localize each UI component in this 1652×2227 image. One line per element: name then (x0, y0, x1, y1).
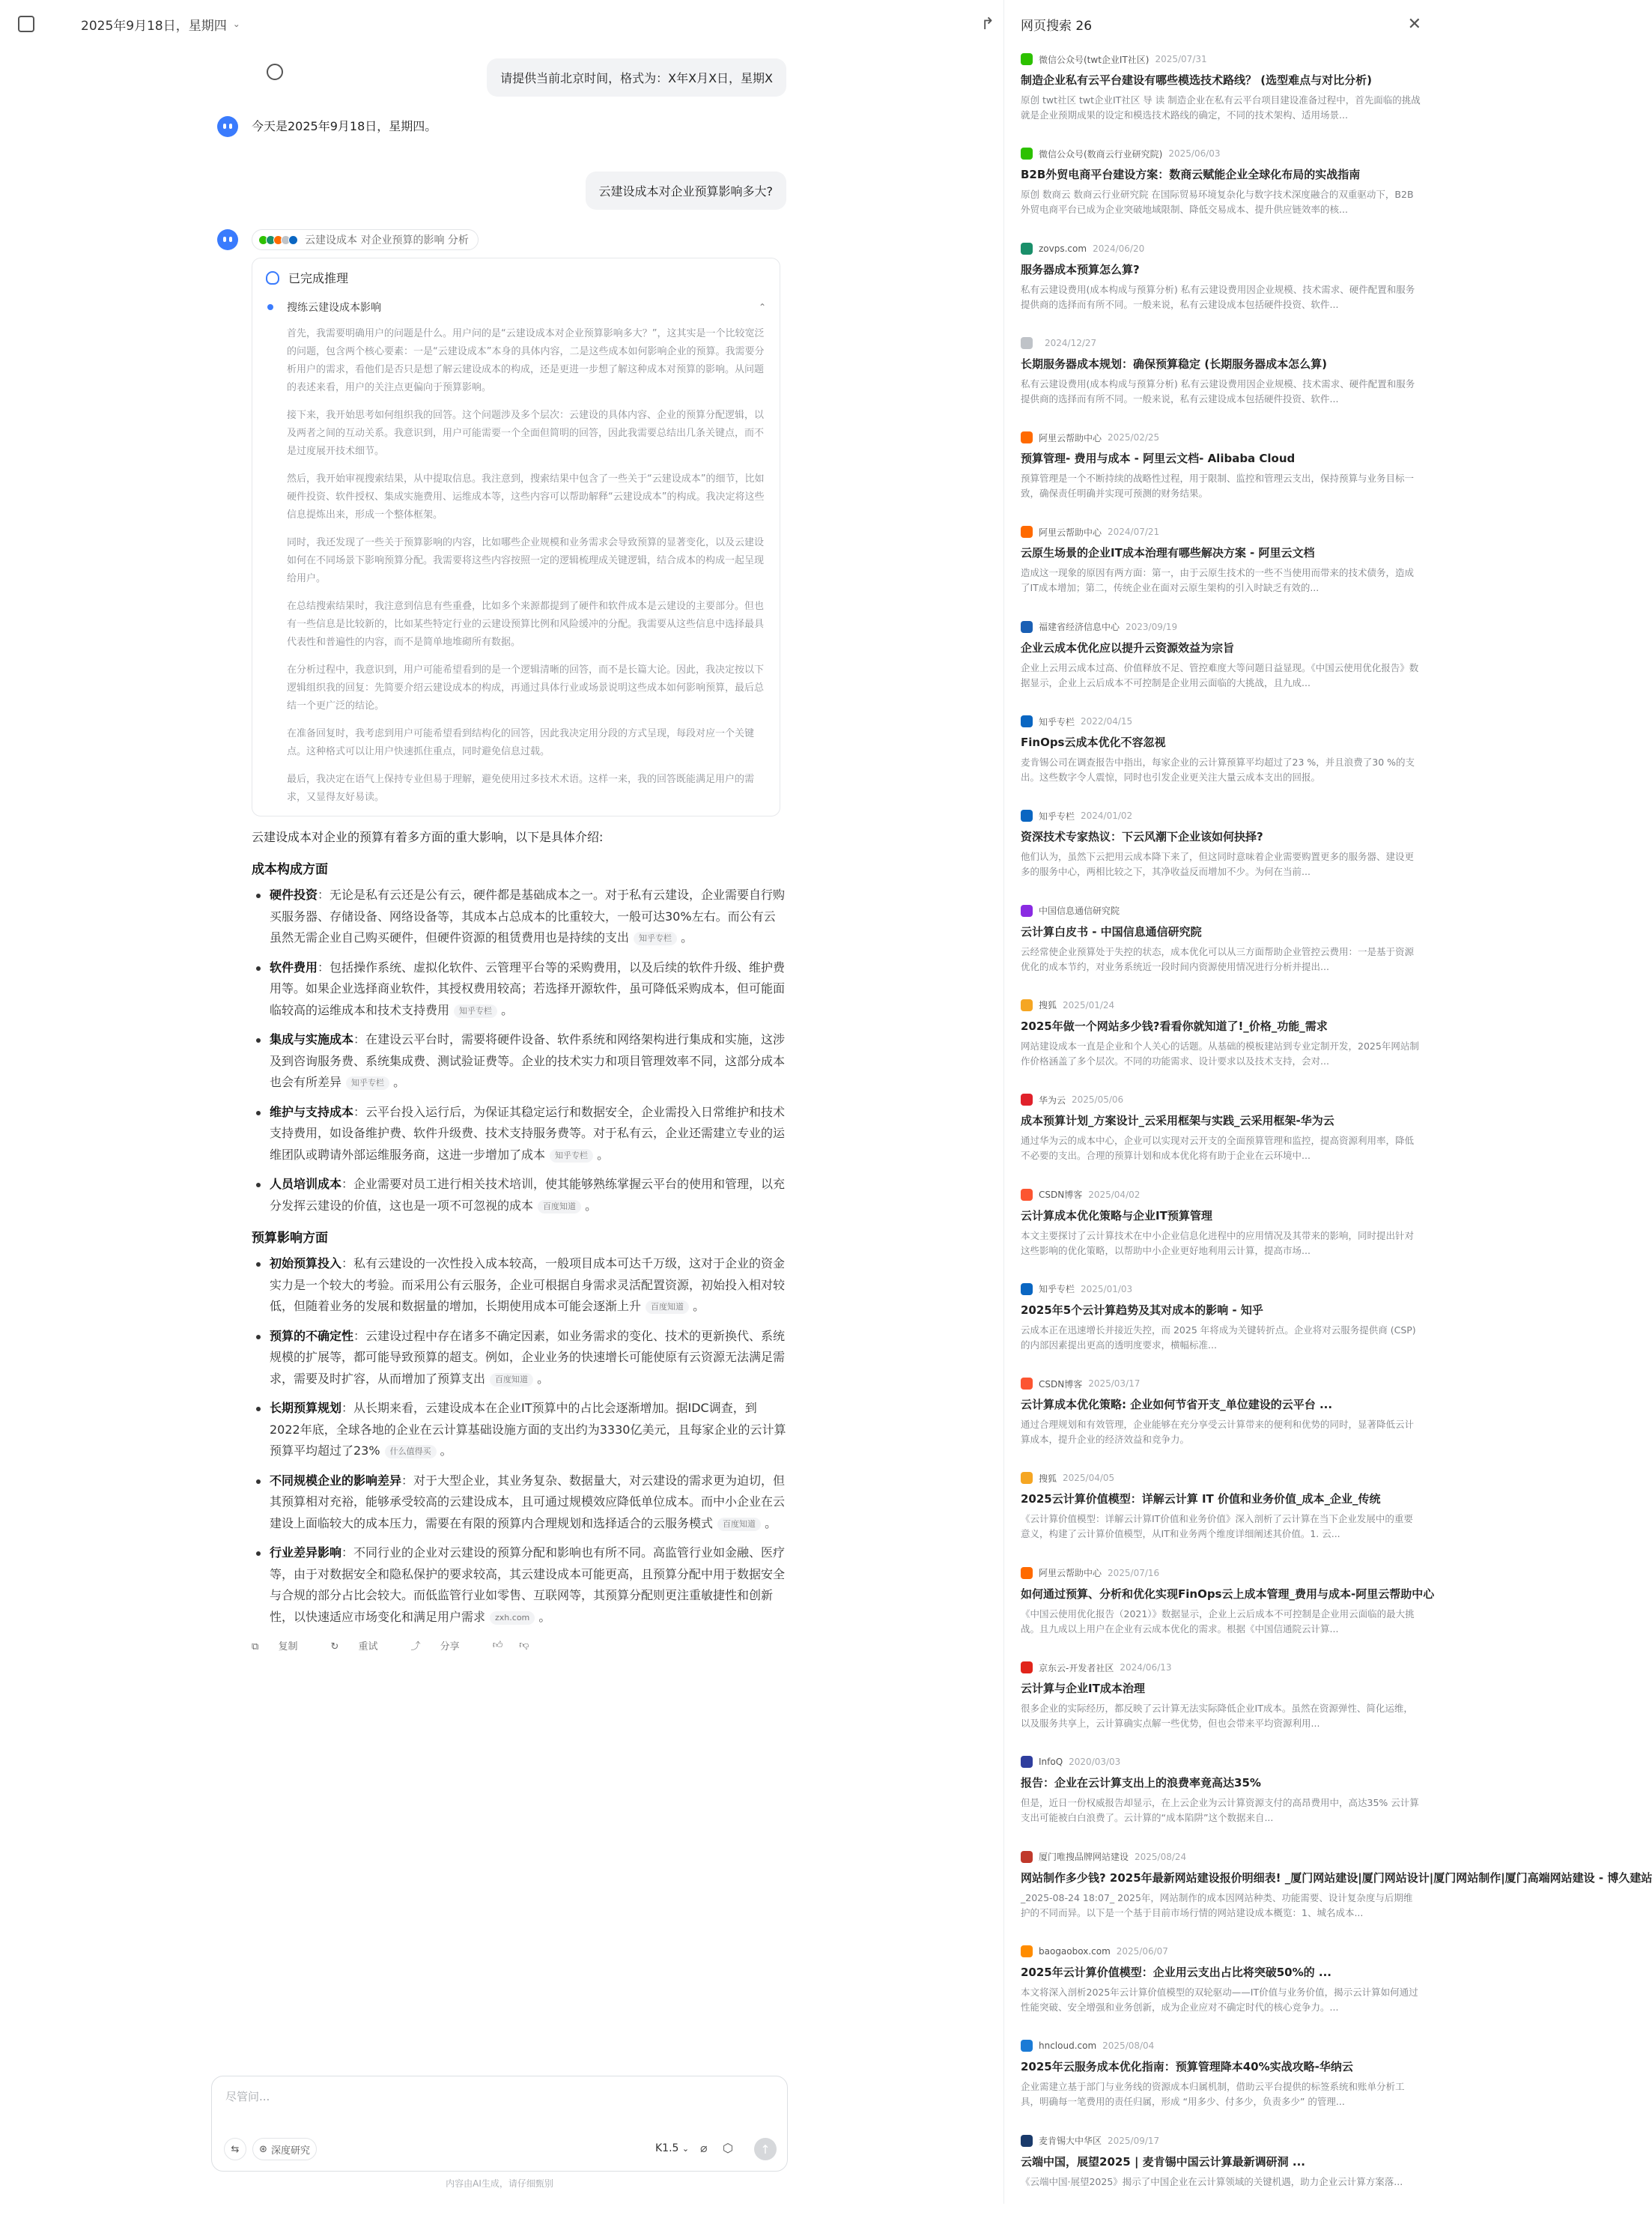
assistant-answer (252, 827, 786, 1652)
source-favicon-icon (1021, 243, 1033, 255)
result-source-row (1021, 429, 1421, 446)
top-bar (0, 0, 1003, 48)
share-button[interactable] (411, 1638, 476, 1652)
search-result[interactable] (1021, 1187, 1421, 1281)
result-source: 微信公众号(twt企业IT社区) (1039, 54, 1150, 65)
reasoning-panel (252, 258, 780, 816)
source-favicon-icon (1021, 905, 1033, 917)
source-favicon-icon (1021, 1756, 1033, 1768)
retry-button[interactable] (330, 1638, 394, 1652)
result-snippet: 私有云建设费用(成本构成与预算分析) 私有云建设费用因企业规模、技术需求、硬件配置和服务提供商的选择而有所不同。一般来说，私有云建设成本包括硬件投资、软件... (1021, 378, 1415, 405)
search-result[interactable] (1021, 1281, 1421, 1375)
result-snippet: 麦肯锡公司在调查报告中指出，每家企业的云计算预算平均超过了23 %，并且浪费了30 %的支出。这些数字令人震惊，同时也引发企业更关注大量云成本支出的回报。 (1021, 757, 1415, 784)
result-title[interactable]: 如何通过预算、分析和优化实现FinOps云上成本管理_费用与成本-阿里云帮助中心 (1021, 1587, 1435, 1601)
section-heading: 成本构成方面 (252, 862, 328, 877)
item-term: 维护与支持成本 (270, 1104, 354, 1119)
result-date: 2025/04/02 (1088, 1189, 1141, 1200)
result-source-row (1021, 903, 1421, 919)
search-result[interactable] (1021, 335, 1421, 429)
copy-button[interactable] (252, 1638, 314, 1652)
result-source: 搜狐 (1039, 1473, 1057, 1484)
refresh-icon: ↻ (330, 1641, 339, 1652)
section-heading: 预算影响方面 (252, 1231, 328, 1246)
list-item: 行业差异影响：不同行业的企业对云建设的预算分配和影响也有所不同。高监管行业如金融、医疗等，由于对数据安全和隐私保护的要求较高，其云建设成本可能更高，且预算分配中用于数据安全与合规的部分占比会较大。而低监管行业如零售、互联网等，其预算分配则更注重敏捷性和创新性，以快速适应市场变化和满足用户需求 zxh.com 。 (252, 1542, 786, 1628)
result-source: 阿里云帮助中心 (1039, 432, 1102, 443)
result-source: 华为云 (1039, 1094, 1066, 1106)
source-favicon-icon (1021, 1851, 1033, 1863)
result-source: 知乎专栏 (1039, 1284, 1075, 1295)
result-title[interactable]: FinOps云成本优化不容忽视 (1021, 736, 1166, 750)
result-date: 2024/07/21 (1108, 527, 1160, 538)
result-source: hncloud.com (1039, 2040, 1097, 2052)
result-source-row (1021, 1375, 1421, 1392)
result-date: 2025/07/31 (1155, 54, 1207, 64)
result-snippet: 原创 twt社区 twt企业IT社区 导 读 制造企业在私有云平台项目建设准备过程中，首先面临的挑战就是企业预期成果的设定和模选技术路线的确定，不同的技术架构、适用场景... (1021, 94, 1421, 121)
reasoning-header[interactable] (266, 269, 766, 286)
result-title[interactable]: 云计算与企业IT成本治理 (1021, 1682, 1145, 1696)
search-result[interactable] (1021, 429, 1421, 524)
chat-column (217, 48, 786, 1652)
reasoning-paragraph: 同时，我还发现了一些关于预算影响的内容，比如哪些企业规模和业务需求会导致预算的显著变化，以及云建设如何在不同场景下影响预算分配。我需要将这些内容按照一定的逻辑梳理成关键逻辑，结合成本的构成一起呈现给用户。 (287, 537, 765, 584)
result-source: 福建省经济信息中心 (1039, 622, 1120, 633)
result-date: 2024/06/13 (1120, 1662, 1172, 1673)
source-favicon-icon (1021, 1094, 1033, 1106)
source-favicon-icon (1021, 53, 1033, 65)
result-date: 2025/03/17 (1088, 1378, 1141, 1390)
result-snippet: 预算管理是一个不断持续的战略性过程，用于限制、监控和管理云支出，保持预算与业务目标一致，确保责任明确并实现可预测的财务结果。 (1021, 473, 1415, 500)
source-favicon-icon (1021, 1472, 1033, 1484)
result-source: 京东云-开发者社区 (1039, 1662, 1114, 1673)
user-message-bubble: 请提供当前北京时间，格式为：X年X月X日，星期X (487, 58, 786, 97)
result-title[interactable]: 云计算成本优化策略: 企业如何节省开支_单位建设的云平台 ... (1021, 1398, 1333, 1412)
citation-badge[interactable]: 什么值得买 (385, 1445, 437, 1458)
search-query: 云建设成本 对企业预算的影响 分析 (305, 234, 469, 246)
deep-research-button[interactable] (252, 2138, 317, 2160)
citation-badge[interactable]: 知乎专栏 (634, 932, 677, 945)
result-source: 微信公众号(数商云行业研究院) (1039, 148, 1163, 160)
result-snippet: 通过合理规划和有效管理，企业能够在充分享受云计算带来的便利和优势的同时，显著降低云计算成本，提升企业的经济效益和竞争力。 (1021, 1419, 1415, 1446)
result-date: 2024/12/27 (1045, 337, 1097, 348)
search-result[interactable] (1021, 51, 1421, 145)
model-label: K1.5 (655, 2142, 679, 2154)
result-source-row (1021, 1470, 1421, 1486)
result-source-row (1021, 1849, 1421, 1865)
search-result[interactable] (1021, 619, 1421, 713)
chevron-up-icon[interactable]: ⌃ (758, 302, 766, 312)
result-snippet: 企业需建立基于部门与业务线的资源成本归属机制，借助云平台提供的标签系统和账单分析工具，明确每一笔费用的责任归属，形成 “用多少、付多少，负责多少” 的管理... (1021, 2081, 1405, 2108)
result-date: 2025/07/16 (1108, 1567, 1160, 1578)
result-snippet: 《云端中国·展望2025》揭示了中国企业在云计算领域的关键机遇，助力企业云计算方案落... (1021, 2175, 1403, 2187)
result-source-row (1021, 997, 1421, 1013)
result-title[interactable]: 资深技术专家热议：下云风潮下企业该如何抉择? (1021, 830, 1263, 844)
citation-badge[interactable]: 知乎专栏 (454, 1005, 497, 1018)
ai-disclaimer: 内容由AI生成，请仔细甄别 (446, 2178, 553, 2189)
reasoning-paragraph: 然后，我开始审视搜索结果，从中提取信息。我注意到，搜索结果中包含了一些关于“云建设成本”的细节，比如硬件投资、软件授权、集成实施费用、运维成本等，这些内容可以帮助解释“云建设成本”的构成。我决定将这些信息提炼出来，形成一个整体框架。 (287, 473, 765, 521)
message-input[interactable] (225, 2090, 750, 2103)
source-favicon-icon (1021, 1189, 1033, 1201)
list-item: 长期预算规划：从长期来看，云建设成本在企业IT预算中的占比会逐渐增加。据IDC调查，到2022年底，全球各地的企业在云计算基础设施方面的支出约为3330亿美元，且每家企业的云计算预算平均超过了23% 什么值得买 。 (252, 1398, 786, 1462)
result-title[interactable]: 报告：企业在云计算支出上的浪费率竟高达35% (1021, 1776, 1261, 1790)
search-results-list (1021, 51, 1652, 2227)
source-favicon-icon (1021, 337, 1033, 349)
result-source: 知乎专栏 (1039, 810, 1075, 822)
user-message (217, 172, 786, 210)
reasoning-paragraph: 首先，我需要明确用户的问题是什么。用户问的是“云建设成本对企业预算影响多大？”，这其实是一个比较宽泛的问题，包含两个核心要素：一是“云建设成本”本身的具体内容，二是这些成本如何影响企业的预算。我需要分析用户的需求，看他们是否只是想了解云建设成本的构成，还是更进一步想了解这种成本对预算的影响。从问题的表述来看，用户的关注点更偏向于预算影响。 (287, 328, 765, 393)
result-date: 2025/09/17 (1108, 2135, 1160, 2146)
result-snippet: 本文主要探讨了云计算技术在中小企业信息化进程中的应用情况及其带来的影响，同时提出针对这些影响的优化策略，以帮助中小企业更好地利用云计算，提高市场... (1021, 1229, 1415, 1256)
search-result[interactable] (1021, 1375, 1421, 1470)
result-source-row (1021, 1281, 1421, 1297)
citation-badge[interactable]: zxh.com (490, 1611, 535, 1625)
deep-research-label: 深度研究 (270, 2145, 310, 2157)
atom-icon: ⊛ (259, 2143, 267, 2155)
result-snippet: 网站建设成本一直是企业和个人关心的话题。从基础的模板建站到专业定制开发，2025年网站制作价格涵盖了多个层次。不同的功能需求、设计要求以及技术支持，会对... (1021, 1040, 1419, 1067)
item-term: 行业差异影响 (270, 1545, 342, 1560)
result-snippet: 原创 数商云 数商云行业研究院 在国际贸易环境复杂化与数字技术深度融合的双重驱动下，B2B外贸电商平台已成为企业突破地域限制、降低交易成本、提升供应链效率的核... (1021, 189, 1414, 216)
share-icon[interactable]: ↱ (980, 15, 994, 34)
item-term: 软件费用 (270, 960, 318, 975)
search-result[interactable] (1021, 997, 1421, 1091)
result-date: 2025/08/24 (1135, 1851, 1187, 1862)
result-snippet: 云经常使企业预算处于失控的状态，成本优化可以从三方面帮助企业管控云费用：一是基于资源优化的成本节约，对业务系统近一段时间内资源使用情况进行分析并提出... (1021, 945, 1415, 972)
result-title[interactable]: 成本预算计划_方案设计_云采用框架与实践_云采用框架-华为云 (1021, 1114, 1334, 1128)
result-date: 2025/05/06 (1072, 1094, 1124, 1106)
result-title[interactable]: 2025云计算价值模型：详解云计算 IT 价值和业务价值_成本_企业_传统 (1021, 1492, 1381, 1506)
message-composer (211, 2076, 788, 2172)
thumbs-down-button[interactable]: 👎︎ (519, 1640, 529, 1651)
result-snippet: 《云计算价值模型：详解云计算IT价值和业务价值》深入剖析了云计算在当下企业发展中的重要意义，构建了云计算价值模型，从IT和业务两个维度详细阐述其价值。1. 云... (1021, 1513, 1413, 1540)
result-date: 2025/01/24 (1063, 999, 1115, 1011)
source-favicon-icon (1021, 1283, 1033, 1295)
retry-label: 重试 (358, 1641, 378, 1652)
result-source-row (1021, 808, 1421, 824)
user-message-bubble: 云建设成本对企业预算影响多大? (586, 172, 787, 210)
result-title[interactable]: B2B外贸电商平台建设方案：数商云赋能企业全球化布局的实战指南 (1021, 168, 1361, 182)
result-date: 2023/09/19 (1126, 621, 1178, 632)
search-result[interactable] (1021, 713, 1421, 808)
answer-intro: 云建设成本对企业的预算有着多方面的重大影响，以下是具体介绍: (252, 830, 604, 844)
result-title[interactable]: 2025年5个云计算趋势及其对成本的影响 - 知乎 (1021, 1303, 1263, 1317)
search-result[interactable] (1021, 1754, 1421, 1848)
reasoning-paragraph: 接下来，我开始思考如何组织我的回答。这个问题涉及多个层次：云建设的具体内容、企业的预算分配逻辑，以及两者之间的互动关系。我意识到，用户可能需要一个全面但简明的回答，因此我需要总结出几条关键点，而不是过度展开技术细节。 (287, 410, 765, 457)
item-term: 预算的不确定性 (270, 1328, 354, 1343)
result-title[interactable]: 云端中国，展望2025 | 麦肯锡中国云计算最新调研洞 ... (1021, 2154, 1305, 2169)
reasoning-paragraph: 最后，我决定在语气上保持专业但易于理解，避免使用过多技术术语。这样一来，我的回答既能满足用户的需求，又显得友好易读。 (287, 774, 755, 803)
result-title[interactable]: 2025年云计算价值模型：企业用云支出占比将突破50%的 ... (1021, 1965, 1331, 1979)
item-text: ：对于大型企业，其业务复杂、数据量大，对云建设的需求更为迫切，但其预算相对充裕，能够承受较高的云建设成本，且可通过规模效应降低单位成本。而中小企业在云建设上面临较大的成本压力，需要在有限的预算内合理规划和选择适合的云服务模式 (270, 1473, 786, 1530)
source-favicon-icon (1021, 431, 1033, 443)
result-snippet: 《中国云使用优化报告（2021）》数据显示，企业上云后成本不可控制是企业用云面临的最大挑战。且九成以上用户在企业有云成本优化的需求。根据《中国信通院云计算... (1021, 1608, 1415, 1634)
reasoning-step-label: 搜练云建设成本影响 (287, 302, 381, 314)
list-item: 集成与实施成本：在建设云平台时，需要将硬件设备、软件系统和网络架构进行集成和实施，这涉及到咨询服务费、系统集成费、测试验证费等。企业的技术实力和项目管理效率不同，这部分成本也会有所差异 知乎专栏 。 (252, 1029, 786, 1094)
cost-list (252, 885, 786, 1216)
source-favicon-icon (1021, 715, 1033, 727)
close-icon[interactable]: ✕ (1407, 15, 1421, 34)
result-source: 中国信息通信研究院 (1039, 906, 1120, 917)
result-snippet: _2025-08-24 18:07_ 2025年，网站制作的成本因网站种类、功能需要、设计复杂度与后期维护的不同而异。以下是一个基于目前市场行情的网站建设成本概览：1、城名成本... (1021, 1891, 1413, 1918)
source-icon (288, 235, 298, 245)
search-result[interactable] (1021, 2133, 1421, 2227)
search-result[interactable] (1021, 1659, 1421, 1754)
result-source-row (1021, 1659, 1421, 1676)
user-message (217, 58, 786, 97)
search-result[interactable] (1021, 903, 1421, 997)
result-source-row (1021, 1754, 1421, 1770)
send-button[interactable] (754, 2138, 777, 2160)
swap-icon: ⇆ (231, 2143, 240, 2155)
thumbs-up-button[interactable]: 👍︎ (492, 1640, 503, 1651)
list-item: 软件费用：包括操作系统、虚拟化软件、云管理平台等的采购费用，以及后续的软件升级、维护费用等。如果企业选择商业软件，其授权费用较高；若选择开源软件，虽可降低采购成本，但可能面临较高的运维成本和技术支持费用 知乎专栏 。 (252, 957, 786, 1022)
list-item: 预算的不确定性：云建设过程中存在诸多不确定因素，如业务需求的变化、技术的更新换代、系统规模的扩展等，都可能导致预算的超支。例如，企业业务的快速增长可能使原有云资源无法满足需求，需要及时扩容，从而增加了预算支出 百度知道 。 (252, 1326, 786, 1390)
result-date: 2022/04/15 (1081, 716, 1133, 727)
source-favicon-icon (1021, 999, 1033, 1011)
result-source-row (1021, 2133, 1421, 2149)
result-title[interactable]: 云计算成本优化策略与企业IT预算管理 (1021, 1208, 1212, 1222)
result-source: 知乎专栏 (1039, 716, 1075, 727)
reasoning-body (287, 325, 766, 807)
item-text: ：包括操作系统、虚拟化软件、云管理平台等的采购费用，以及后续的软件升级、维护费用等。如果企业选择商业软件，其授权费用较高；若选择开源软件，虽可降低采购成本，但可能面临较高的运维成本和技术支持费用 (270, 960, 786, 1017)
source-favicon-icon (1021, 2040, 1033, 2052)
item-term: 人员培训成本 (270, 1177, 342, 1191)
item-term: 不同规模企业的影响差异 (270, 1473, 402, 1488)
item-term: 集成与实施成本 (270, 1032, 354, 1046)
web-search-panel (1003, 0, 1652, 2204)
result-title[interactable]: 长期服务器成本规划：确保预算稳定 (长期服务器成本怎么算) (1021, 357, 1327, 371)
result-source: CSDN博客 (1039, 1190, 1083, 1201)
result-source: 厦门唯搜品牌网站建设 (1039, 1852, 1129, 1863)
reasoning-step[interactable] (266, 300, 766, 315)
result-title[interactable]: 预算管理- 费用与成本 - 阿里云文档- Alibaba Cloud (1021, 452, 1296, 466)
item-term: 初始预算投入 (270, 1256, 342, 1270)
result-snippet: 通过华为云的成本中心，企业可以实现对云开支的全面预算管理和监控，提高资源利用率，降低不必要的支出。合理的预算计划和成本优化将有助于企业在云环境中... (1021, 1135, 1415, 1162)
result-source: 麦肯锡大中华区 (1039, 2136, 1102, 2147)
share-label: 分享 (440, 1641, 460, 1652)
reasoning-paragraph: 在准备回复时，我考虑到用户可能希望看到结构化的回答，因此我决定用分段的方式呈现，每段对应一个关键点。这种格式可以让用户快速抓住重点，同时避免信息过载。 (287, 728, 755, 757)
result-snippet: 云成本正在迅速增长并接近失控，而 2025 年将成为关键转折点。企业将对云服务提供商 (CSP) 的内部因素提出更高的透明度要求，横幅标准... (1021, 1324, 1416, 1351)
item-term: 硬件投资 (270, 888, 318, 902)
result-source-row (1021, 145, 1421, 162)
assistant-avatar (217, 116, 238, 137)
result-title[interactable]: 2025年云服务成本优化指南：预算管理降本40%实战攻略-华纳云 (1021, 2060, 1353, 2074)
citation-badge[interactable]: 知乎专栏 (346, 1076, 389, 1090)
model-selector[interactable] (655, 2142, 689, 2154)
search-result[interactable] (1021, 1943, 1421, 2037)
message-actions (252, 1638, 786, 1652)
result-source-row (1021, 1943, 1421, 1960)
item-text: ：企业需要对员工进行相关技术培训，使其能够熟练掌握云平台的使用和管理，以充分发挥云建设的价值，这也是一项不可忽视的成本 (270, 1177, 786, 1213)
chevron-down-icon: ⌄ (681, 2144, 690, 2154)
list-item: 不同规模企业的影响差异：对于大型企业，其业务复杂、数据量大，对云建设的需求更为迫切，但其预算相对充裕，能够承受较高的云建设成本，且可通过规模效应降低单位成本。而中小企业在云建设上面临较大的成本压力，需要在有限的预算内合理规划和选择适合的云服务模式 百度知道 。 (252, 1470, 786, 1535)
result-date: 2020/03/03 (1069, 1757, 1121, 1768)
item-text: ：私有云建设的一次性投入成本较高，一般项目成本可达千万级，这对于企业的资金实力是一个较大的考验。而采用公有云服务，企业可根据自身需求灵活配置资源，初始投入相对较低，但随着业务的发展和数据量的增加，长期使用成本可能会逐渐上升 (270, 1256, 786, 1313)
item-text: ：无论是私有云还是公有云，硬件都是基础成本之一。对于私有云建设，企业需要自行购买服务器、存储设备、网络设备等，其成本占总成本的比重较大，一般可达30%左右。而公有云虽然无需企业自己购买硬件，但硬件资源的租赁费用也是持续的支出 (270, 888, 786, 945)
result-source: 阿里云帮助中心 (1039, 527, 1102, 538)
result-date: 2025/02/25 (1108, 432, 1160, 443)
result-snippet: 但是，近日一份权威报告却显示，在上云企业为云计算资源支付的高昂费用中，高达35% 云计算支出可能被白白浪费了。云计算的“成本陷阱”这个数据来自... (1021, 1797, 1419, 1824)
item-text: ：云建设过程中存在诸多不确定因素，如业务需求的变化、技术的更新换代、系统规模的扩展等，都可能导致预算的超支。例如，企业业务的快速增长可能使原有云资源无法满足需求，需要及时扩容，从而增加了预算支出 (270, 1328, 786, 1386)
result-source: zovps.com (1039, 243, 1087, 254)
result-date: 2024/01/02 (1081, 810, 1133, 822)
search-result[interactable] (1021, 808, 1421, 902)
result-source: 阿里云帮助中心 (1039, 1568, 1102, 1579)
search-result[interactable] (1021, 145, 1421, 240)
source-favicon-icon (1021, 1661, 1033, 1673)
result-source-row (1021, 51, 1421, 67)
assistant-message (217, 229, 786, 816)
source-favicon-icon (1021, 1945, 1033, 1957)
conversation-title[interactable]: 2025年9月18日，星期四 (81, 18, 227, 34)
result-snippet: 他们认为，虽然下云把用云成本降下来了，但这同时意味着企业需要购置更多的服务器、建设更多的服务中心，两相比较之下，其净收益反而增加不少。为何在当前... (1021, 851, 1415, 878)
cube-icon[interactable]: ⬡ (723, 2141, 733, 2155)
source-favicon-icon (1021, 2135, 1033, 2147)
source-favicon-icon (1021, 1567, 1033, 1579)
result-snippet: 造成这一现象的原因有两方面：第一，由于云原生技术的一些不当使用而带来的技术债务，造成了IT成本增加；第二，传统企业在面对云原生架构的引入时缺乏有效的... (1021, 567, 1415, 594)
attachment-icon[interactable]: ⌀ (700, 2141, 708, 2155)
source-favicon-icon (1021, 1378, 1033, 1390)
reasoning-status: 已完成推理 (288, 271, 349, 285)
result-source: InfoQ (1039, 1757, 1063, 1768)
item-text: ：云平台投入运行后，为保证其稳定运行和数据安全，企业需投入日常维护和技术支持费用，如设备维护费、软件升级费、技术支持服务费等。对于私有云，企业还需建立专业的运维团队或聘请外部运维服务商，这进一步增加了成本 (270, 1104, 786, 1162)
reasoning-paragraph: 在总结搜索结果时，我注意到信息有些重叠，比如多个来源都提到了硬件和软件成本是云建设的主要部分。但也有一些信息是比较新的，比如某些特定行业的云建设预算比例和风险缓冲的分配。我需要从这些信息中选择最具代表性和普遍性的内容，而不是简单地堆砌所有数据。 (287, 601, 765, 648)
result-date: 2025/06/07 (1116, 1945, 1168, 1957)
search-result[interactable] (1021, 524, 1421, 618)
result-date: 2025/06/03 (1168, 148, 1221, 160)
result-source-row (1021, 619, 1421, 635)
tools-button[interactable] (224, 2138, 246, 2160)
search-result[interactable] (1021, 1849, 1652, 1943)
source-favicon-icon (1021, 810, 1033, 822)
citation-badge[interactable]: 知乎专栏 (550, 1149, 593, 1163)
budget-list (252, 1253, 786, 1628)
item-text: ：在建设云平台时，需要将硬件设备、软件系统和网络架构进行集成和实施，这涉及到咨询服务费、系统集成费、测试验证费等。企业的技术实力和项目管理效率不同，这部分成本也会有所差异 (270, 1032, 786, 1089)
result-date: 2025/01/03 (1081, 1283, 1133, 1294)
assistant-message (217, 116, 786, 137)
assistant-text: 今天是2025年9月18日，星期四。 (252, 119, 437, 133)
copy-icon: ⧉ (252, 1641, 259, 1652)
assistant-avatar (217, 229, 238, 250)
result-snippet: 很多企业的实际经历，都反映了云计算无法实际降低企业IT成本。虽然在资源弹性、简化运维，以及服务共享上，云计算确实点解一些优势，但也会带来平均资源利用... (1021, 1703, 1413, 1730)
arrow-up-icon: ↑ (760, 2142, 771, 2157)
item-term: 长期预算规划 (270, 1401, 342, 1415)
result-source: CSDN博客 (1039, 1378, 1083, 1390)
search-result[interactable] (1021, 240, 1421, 335)
share-icon: ⤴ (410, 1641, 421, 1652)
result-source-row (1021, 1187, 1421, 1203)
chevron-down-icon[interactable]: ⌄ (232, 19, 240, 29)
result-date: 2024/06/20 (1093, 243, 1145, 254)
result-title[interactable]: 制造企业私有云平台建设有哪些模选技术路线？ (选型难点与对比分析) (1021, 73, 1372, 87)
result-title[interactable]: 服务器成本预算怎么算? (1021, 262, 1140, 276)
result-title[interactable]: 2025年做一个网站多少钱?看看你就知道了!_价格_功能_需求 (1021, 1019, 1328, 1033)
result-title[interactable]: 云原生场景的企业IT成本治理有哪些解决方案 - 阿里云文档 (1021, 546, 1315, 560)
result-source-row (1021, 335, 1421, 351)
item-text: ：从长期来看，云建设成本在企业IT预算中的占比会逐渐增加。据IDC调查，到2022年底，全球各地的企业在云计算基础设施方面的支出约为3330亿美元，且每家企业的云计算预算平均超过了23% (270, 1401, 786, 1458)
citation-badge[interactable]: 百度知道 (717, 1518, 761, 1531)
result-source-row (1021, 524, 1421, 540)
copy-label: 复制 (278, 1641, 298, 1652)
search-result[interactable] (1021, 2037, 1421, 2132)
list-item: 人员培训成本：企业需要对员工进行相关技术培训，使其能够熟练掌握云平台的使用和管理，以充分发挥云建设的价值，这也是一项不可忽视的成本 百度知道 。 (252, 1174, 786, 1216)
list-item: 维护与支持成本：云平台投入运行后，为保证其稳定运行和数据安全，企业需投入日常维护和技术支持费用，如设备维护费、软件升级费、技术支持服务费等。对于私有云，企业还需建立专业的运维团队或聘请外部运维服务商，这进一步增加了成本 知乎专栏 。 (252, 1102, 786, 1166)
source-favicon-icon (1021, 621, 1033, 633)
search-sources-pill[interactable] (252, 229, 479, 250)
search-result[interactable] (1021, 1470, 1421, 1564)
search-result[interactable] (1021, 1091, 1421, 1186)
result-source: 搜狐 (1039, 1000, 1057, 1011)
result-source: baogaobox.com (1039, 1945, 1111, 1957)
result-source-row (1021, 1091, 1421, 1108)
result-date: 2025/08/04 (1102, 2040, 1155, 2052)
citation-badge[interactable]: 百度知道 (490, 1373, 533, 1387)
result-source-row (1021, 713, 1421, 730)
result-title[interactable]: 企业云成本优化应以提升云资源效益为宗旨 (1021, 640, 1235, 655)
step-dot-icon (267, 304, 273, 310)
result-source-row (1021, 240, 1421, 257)
list-item: 硬件投资：无论是私有云还是公有云，硬件都是基础成本之一。对于私有云建设，企业需要自行购买服务器、存储设备、网络设备等，其成本占总成本的比重较大，一般可达30%左右。而公有云虽然无需企业自己购买硬件，但硬件资源的租赁费用也是持续的支出 知乎专栏 。 (252, 885, 786, 949)
lightbulb-icon (266, 271, 279, 285)
panel-title: 网页搜索 26 (1021, 18, 1093, 34)
result-date: 2025/04/05 (1063, 1473, 1115, 1484)
item-text: ：不同行业的企业对云建设的预算分配和影响也有所不同。高监管行业如金融、医疗等，由于对数据安全和隐私保护的要求较高，其云建设成本可能更高，且预算分配中用于数据安全与合规的部分占比会较大。而低监管行业如零售、互联网等，其预算分配则更注重敏捷性和创新性，以快速适应市场变化和满足用户需求 (270, 1545, 786, 1624)
source-favicon-icon (1021, 148, 1033, 160)
result-title[interactable]: 网站制作多少钱? 2025年最新网站建设报价明细表! _厦门网站建设|厦门网站设计|厦门网站制作|厦门高端网站建设 - 博久建站 (1021, 1870, 1652, 1885)
citation-badge[interactable]: 百度知道 (646, 1300, 689, 1314)
search-result[interactable] (1021, 1565, 1435, 1659)
source-favicon-icon (1021, 526, 1033, 538)
result-title[interactable]: 云计算白皮书 - 中国信息通信研究院 (1021, 924, 1202, 939)
reasoning-paragraph: 在分析过程中，我意识到，用户可能希望看到的是一个逻辑清晰的回答，而不是长篇大论。因此，我决定按以下逻辑组织我的回复：先简要介绍云建设成本的构成，再通过具体行业或场景说明这些成本如何影响预算，最后总结一个更广泛的结论。 (287, 664, 765, 712)
result-source-row (1021, 1565, 1421, 1581)
citation-badge[interactable]: 百度知道 (538, 1200, 581, 1214)
sidebar-toggle-icon[interactable] (18, 16, 34, 32)
result-source-row (1021, 2037, 1421, 2054)
result-snippet: 企业上云用云成本过高、价值释放不足、管控难度大等问题日益显现。《中国云使用优化报告》数据显示，企业上云后成本不可控制是企业用云面临的大挑战，且九成... (1021, 661, 1419, 688)
result-snippet: 本文将深入剖析2025年云计算价值模型的双轮驱动——IT价值与业务价值，揭示云计算如何通过性能突破、安全增强和业务创新，成为企业应对不确定时代的核心竞争力。... (1021, 1986, 1418, 2013)
result-snippet: 私有云建设费用(成本构成与预算分析) 私有云建设费用因企业规模、技术需求、硬件配置和服务提供商的选择而有所不同。一般来说，私有云建设成本包括硬件投资、软件... (1021, 283, 1415, 310)
list-item: 初始预算投入：私有云建设的一次性投入成本较高，一般项目成本可达千万级，这对于企业的资金实力是一个较大的考验。而采用公有云服务，企业可根据自身需求灵活配置资源，初始投入相对较低，但随着业务的发展和数据量的增加，长期使用成本可能会逐渐上升 百度知道 。 (252, 1253, 786, 1318)
